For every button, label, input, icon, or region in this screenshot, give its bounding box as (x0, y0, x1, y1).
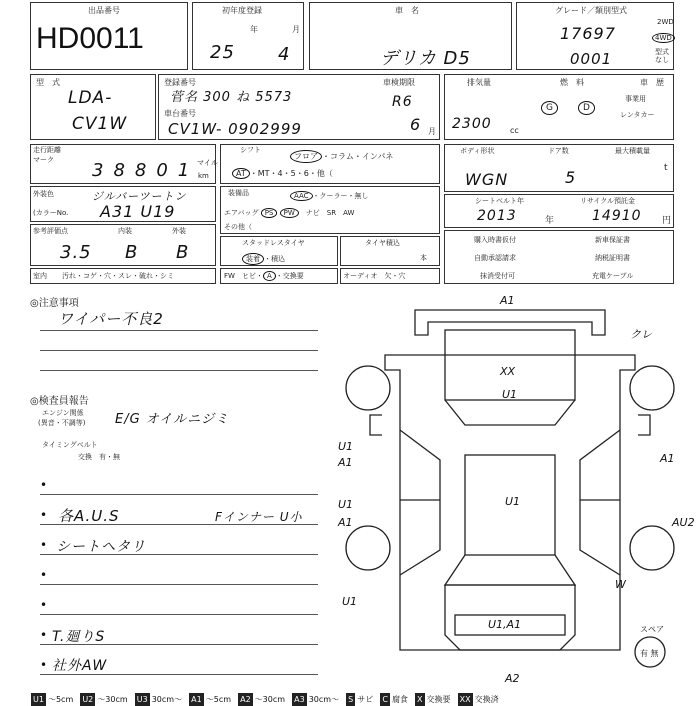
displacement-label: 排気量 (467, 78, 491, 87)
displacement-unit: cc (510, 126, 519, 135)
inspection-month: 6 (410, 115, 422, 134)
reg-label: 登録番号 (164, 78, 196, 87)
drive-2wd: 2WD (657, 18, 674, 26)
capacity-unit: t (664, 163, 668, 173)
ref-score-value: 3.5 (60, 242, 92, 263)
equipment-row1: AAC ・クーラー・無し (290, 191, 369, 201)
mark-right-a1: A1 (660, 452, 675, 465)
notes-rule-2 (40, 350, 318, 351)
bullet-6: • (40, 628, 48, 642)
lot-label: 出品番号 (88, 6, 120, 15)
car-name-label: 車 名 (395, 6, 419, 15)
studless-label: スタッドレスタイヤ (242, 239, 305, 247)
inspection-label: 車検期限 (383, 78, 415, 87)
engine-label: エンジン関係 (42, 409, 84, 417)
notes-rule-3 (40, 370, 318, 371)
seatbelt-unit: 年 (545, 216, 555, 226)
mark-left-u1-b: U1 (338, 498, 354, 511)
ref-score-label: 参考評価点 (33, 227, 68, 235)
drive-4wd: 4WD (652, 33, 675, 43)
interior-score-label: 内装 (118, 227, 132, 235)
timing-label: タイミングベルト (42, 441, 98, 449)
bullet-4: • (40, 568, 48, 582)
mark-front-a1: A1 (500, 294, 515, 307)
year-label: 年 (250, 25, 258, 34)
chassis-label: 車台番号 (164, 109, 196, 118)
first-reg-month: 4 (278, 44, 291, 65)
mileage-label: 走行距離 (33, 146, 61, 154)
doc-item-6: 充電ケーブル (592, 272, 634, 280)
notes-title: ◎注意事項 (30, 298, 79, 309)
timing-options: 交換 有・無 (78, 453, 120, 461)
notes-rule-1 (40, 330, 318, 331)
spare-value: 有 無 (640, 649, 659, 658)
inspection-value: R6 (392, 94, 413, 110)
fuel-option-g: G (541, 101, 558, 115)
model-line2: CV1W (72, 114, 128, 134)
bullet-1: • (40, 478, 48, 492)
doc-item-2: 新車保証書 (595, 236, 630, 244)
doors-label: ドア数 (548, 147, 569, 155)
tire-load-unit: 本 (420, 254, 427, 262)
color-label: 外装色 (33, 190, 54, 198)
mark-left-a1-b: A1 (338, 516, 353, 529)
first-reg-label: 初年度登録 (222, 6, 262, 15)
recycle-label: リサイクル預託金 (580, 197, 636, 205)
inspector-item-4: T.廻りS (52, 629, 106, 645)
color-code-label: (カラーNo. (33, 209, 69, 217)
equipment-row3: その他（ (224, 223, 252, 231)
mark-rear-a2: A2 (505, 672, 520, 685)
mark-right-w: W (615, 578, 626, 591)
inspector-title: ◎検査員報告 (30, 396, 89, 407)
notes-line1: ワイパー不良2 (58, 310, 164, 328)
history-label: 車 歴 (640, 78, 664, 87)
history-business: 事業用 (625, 95, 646, 103)
mark-hood-u1: U1 (502, 388, 518, 401)
mark-left-a1-a: A1 (338, 456, 353, 469)
spare-label: スペア (640, 625, 664, 634)
model-line1: LDA- (68, 88, 113, 108)
grade-value: 17697 (560, 24, 616, 43)
first-reg-year: 25 (210, 42, 235, 63)
bullet-7: • (40, 658, 48, 672)
mark-right-au2: AU2 (672, 516, 695, 529)
recycle-value: 14910 (592, 208, 642, 224)
doc-item-4: 納税証明書 (595, 254, 630, 262)
inspector-item-5: 社外AW (52, 658, 108, 674)
interior-row-items: 汚れ・コゲ・穴・スレ・破れ・シミ (62, 272, 174, 280)
studless-options: 装着 ・積込 (242, 253, 285, 265)
inspector-item-1: 各A.U.S (58, 507, 120, 525)
exterior-score-label: 外装 (172, 227, 186, 235)
doors-value: 5 (565, 168, 577, 187)
mileage-unit-km: km (198, 172, 209, 180)
bullet-2: • (40, 508, 48, 522)
fuel-label: 燃 料 (560, 78, 584, 87)
grade-sub: 0001 (570, 50, 613, 68)
interior-row-label: 室内 (33, 272, 47, 280)
reg-value: 菅名 300 ね 5573 (170, 90, 293, 105)
fw-row: FW ヒビ・ A ・交換要 (224, 272, 304, 280)
mark-right-kure: クレ (630, 328, 652, 341)
car-diagram (330, 290, 700, 685)
month-label: 月 (292, 25, 300, 34)
car-name-value: デリカ D5 (380, 48, 471, 69)
engine-sub: (異音・不調等) (38, 419, 86, 427)
drive-none: 型式なし (655, 48, 669, 64)
shift-row1: フロア ・コラム・インパネ (290, 150, 393, 163)
color-value: ジルバーツートン (92, 190, 187, 203)
equipment-label: 装備品 (228, 189, 249, 197)
chassis-value: CV1W- 0902999 (168, 120, 302, 138)
mileage-value: 38801 (92, 160, 200, 181)
seatbelt-label: シートベルト年 (475, 197, 524, 205)
legend-bar: U1 〜5cm U2 〜30cm U3 30cm〜 A1 〜5cm A2 〜30cm A3 30cm〜 S サビ C 腐食 X 交換要 XX 交換済 (31, 687, 700, 700)
model-label: 型 式 (36, 78, 60, 87)
grade-label: グレード／類別型式 (555, 6, 627, 15)
engine-value: E/G オイルニジミ (115, 412, 230, 427)
recycle-unit: 円 (662, 216, 672, 226)
inspector-extra-note: Fインナー U小 (215, 510, 303, 524)
interior-score-value: B (125, 242, 139, 263)
mark-left-u1-a: U1 (338, 440, 354, 453)
color-code-value: A31 U19 (100, 202, 176, 221)
mark-hood-xx: XX (500, 365, 516, 378)
tire-load-label: タイヤ積込 (365, 239, 400, 247)
shift-label: シフト (240, 146, 261, 154)
shift-row2: AT ・MT・4・5・6・他（ (232, 168, 333, 179)
exterior-score-value: B (176, 242, 190, 263)
audio-row: オーディオ 欠・穴 (343, 272, 406, 280)
doc-item-5: 抹消受付可 (480, 272, 515, 280)
lot-number: HD0011 (36, 22, 144, 55)
mark-rear-u1a1: U1,A1 (488, 618, 522, 631)
doc-item-1: 購入時書仮付 (474, 236, 516, 244)
bullet-3: • (40, 538, 48, 552)
inspection-month-unit: 月 (428, 127, 436, 136)
mark-left-rear-u1: U1 (342, 595, 358, 608)
report-rule-1 (40, 494, 318, 495)
seatbelt-value: 2013 (477, 208, 517, 224)
body-value: WGN (465, 170, 509, 189)
inspector-item-2: シートヘタリ (56, 539, 146, 555)
capacity-label: 最大積載量 (615, 147, 650, 155)
displacement-value: 2300 (452, 116, 492, 132)
equipment-row2: エアバッグ PS PW ナビ SR AW (224, 209, 355, 217)
history-rental: レンタカー (620, 111, 655, 119)
body-label: ボディ形状 (460, 147, 495, 155)
report-rule-5 (40, 614, 318, 615)
mileage-unit-mile: マイル (197, 159, 218, 167)
mileage-mark-label: マーク (33, 156, 54, 164)
fuel-option-d: D (578, 101, 595, 115)
mark-roof-u1: U1 (505, 495, 521, 508)
report-rule-4 (40, 584, 318, 585)
doc-item-3: 自動承認請求 (474, 254, 516, 262)
bullet-5: • (40, 598, 48, 612)
